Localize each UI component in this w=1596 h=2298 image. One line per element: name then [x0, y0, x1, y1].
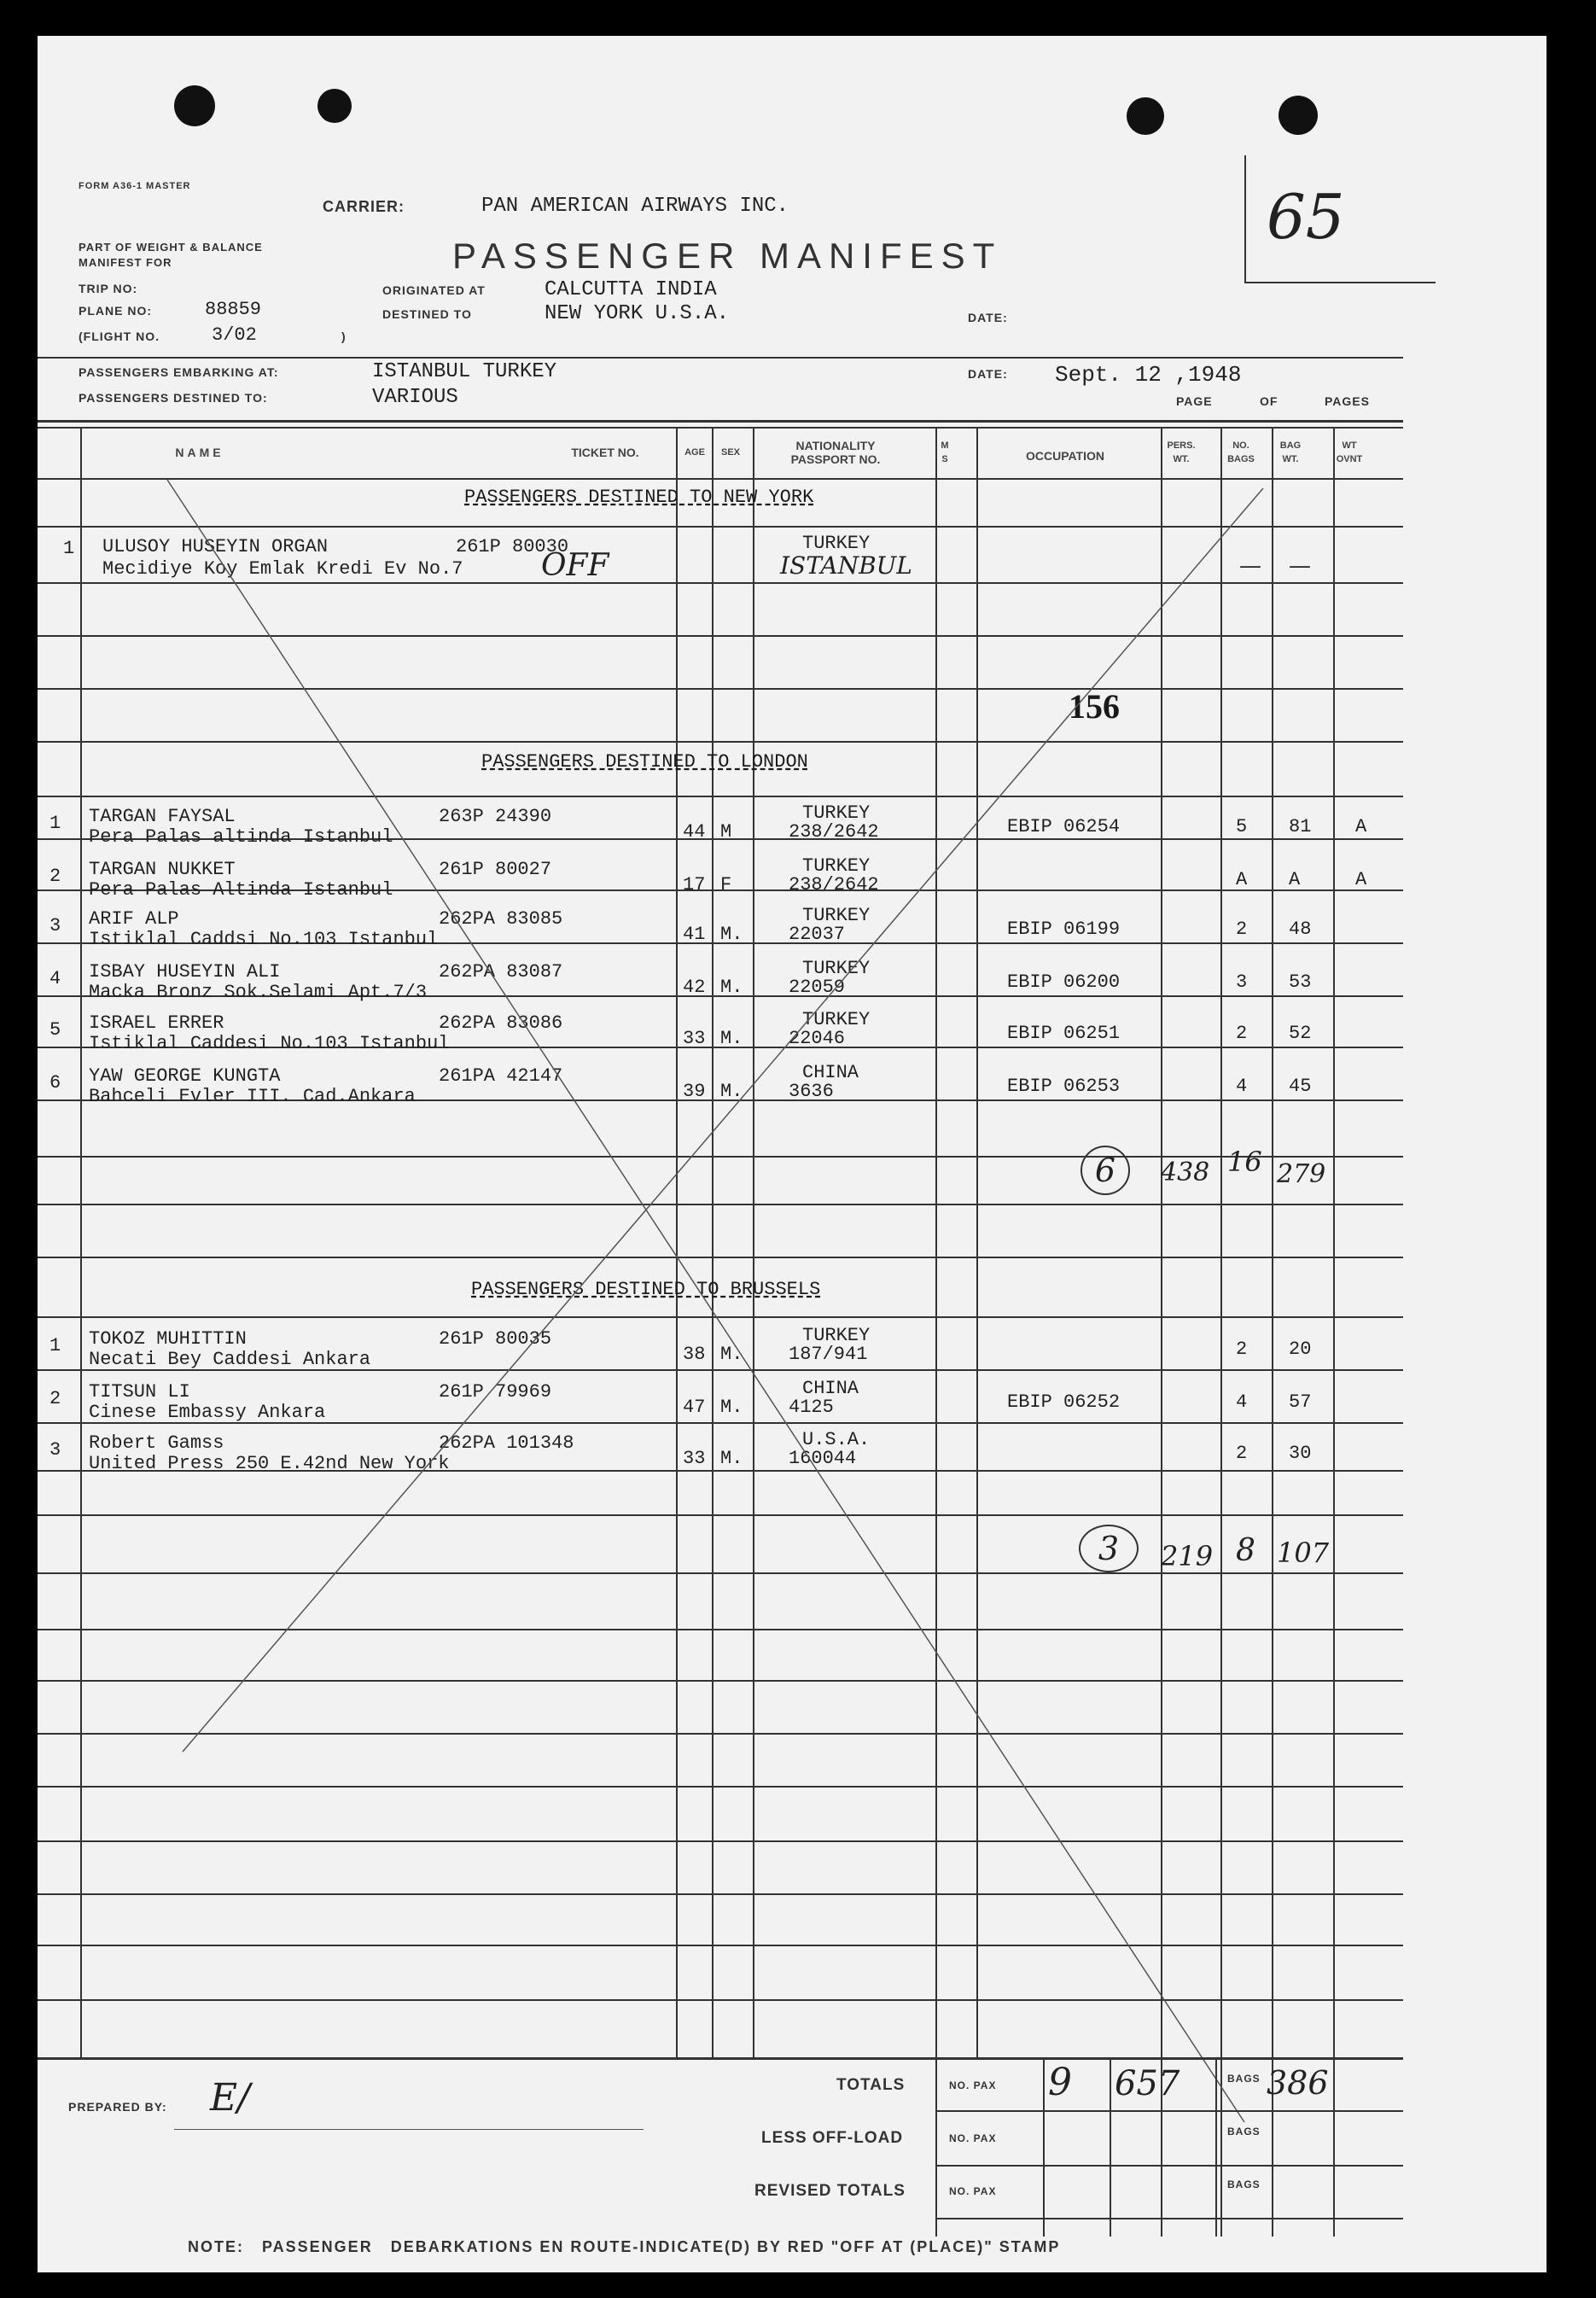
- row-no: 1: [50, 1335, 61, 1356]
- row-passport: 22059: [789, 977, 846, 998]
- crossout-line: [167, 480, 1244, 2122]
- trip-label: TRIP NO:: [79, 282, 138, 295]
- row-name: TOKOZ MUHITTIN: [89, 1328, 247, 1350]
- row-bags: A: [1236, 869, 1248, 890]
- row-nationality: CHINA: [802, 1062, 859, 1083]
- section-new-york: PASSENGERS DESTINED TO NEW YORK: [464, 487, 814, 508]
- row-bag-wt: 81: [1289, 816, 1312, 837]
- originated-label: ORIGINATED AT: [382, 283, 486, 297]
- row-occupation: EBIP 06200: [1007, 971, 1121, 993]
- row-ticket: 261PA 42147: [439, 1065, 563, 1087]
- embarking-label: PASSENGERS EMBARKING AT:: [79, 365, 279, 379]
- row-nationality: TURKEY: [802, 1009, 871, 1030]
- row-bags: 4: [1236, 1391, 1248, 1413]
- row-bag-wt: 48: [1289, 919, 1312, 940]
- offload-label: LESS OFF-LOAD: [761, 2129, 904, 2147]
- row-name: TITSUN LI: [89, 1381, 190, 1403]
- row-address: Cinese Embassy Ankara: [89, 1402, 326, 1423]
- row-ticket: 262PA 83085: [439, 908, 563, 930]
- row-bag-wt: A: [1289, 869, 1301, 890]
- row-ticket: 262PA 83087: [439, 961, 563, 983]
- revised-totals-label: REVISED TOTALS: [754, 2182, 906, 2200]
- row-occupation: EBIP 06252: [1007, 1391, 1121, 1413]
- footer-col-line: [1215, 2057, 1217, 2237]
- row-bags: 2: [1236, 1443, 1248, 1464]
- row-passport: 238/2642: [789, 821, 879, 843]
- prepared-label: PREPARED BY:: [68, 2100, 167, 2114]
- ny-row-ticket: 261P 80030: [456, 536, 569, 557]
- embarking-value: ISTANBUL TURKEY: [372, 360, 557, 383]
- row-nationality: TURKEY: [802, 1325, 871, 1346]
- row-no: 6: [50, 1072, 61, 1094]
- brussels-bags-total: 8: [1236, 1533, 1255, 1568]
- part-of-label: PART OF WEIGHT & BALANCE: [79, 241, 263, 254]
- row-sex: M.: [720, 1344, 743, 1365]
- row-address: Pera Palas altinda Istanbul: [89, 826, 393, 848]
- row-no: 2: [50, 866, 61, 887]
- footer-rule: [935, 2110, 1403, 2112]
- row-sex: M.: [720, 1081, 743, 1102]
- row-address: Pera Palas Altinda Istanbul: [89, 879, 393, 901]
- row-wt-ovnt: A: [1355, 816, 1367, 837]
- row-bags: 4: [1236, 1076, 1248, 1097]
- row-nationality: U.S.A.: [802, 1429, 871, 1450]
- col-ticket: TICKET NO.: [571, 446, 639, 459]
- carrier-value: PAN AMERICAN AIRWAYS INC.: [481, 195, 789, 218]
- no-pax-label: NO. PAX: [949, 2185, 997, 2197]
- total-bag-wt: 386: [1267, 2064, 1329, 2102]
- col-no-bags: NO. BAGS: [1227, 440, 1255, 464]
- manifest-page: [38, 36, 1546, 2272]
- col-nationality: NATIONALITY PASSPORT NO.: [790, 439, 881, 466]
- col-age: AGE: [684, 447, 705, 458]
- total-pax: 9: [1048, 2061, 1072, 2104]
- no-pax-label: NO. PAX: [949, 2132, 997, 2144]
- ny-row-address: Mecidiye Koy Emlak Kredi Ev No.7: [102, 558, 463, 580]
- row-occupation: EBIP 06251: [1007, 1023, 1121, 1044]
- row-passport: 22037: [789, 924, 846, 945]
- row-ticket: 261P 79969: [439, 1381, 552, 1403]
- row-bags: 2: [1236, 1339, 1248, 1360]
- date-label: DATE:: [968, 311, 1008, 324]
- col-occupation: OCCUPATION: [1025, 449, 1105, 463]
- row-bags: 2: [1236, 919, 1248, 940]
- row-address: Istiklal Caddesi No.103 Istanbul: [89, 1033, 450, 1054]
- ny-row-name: ULUSOY HUSEYIN ORGAN: [102, 536, 329, 557]
- london-bagwt-total: 279: [1277, 1159, 1326, 1189]
- row-address: Istiklal Caddsi No.103 Istanbul: [89, 929, 439, 950]
- row-bag-wt: 45: [1289, 1076, 1312, 1097]
- row-age: 39: [683, 1081, 706, 1102]
- bags-label: BAGS: [1227, 2073, 1261, 2085]
- carrier-label: CARRIER:: [323, 198, 405, 215]
- col-name: NAME: [175, 446, 224, 459]
- row-ticket: 261P 80027: [439, 859, 552, 880]
- row-nationality: CHINA: [802, 1378, 859, 1399]
- row-bag-wt: 30: [1289, 1443, 1312, 1464]
- section-brussels: PASSENGERS DESTINED TO BRUSSELS: [471, 1279, 821, 1300]
- row-address: Necati Bey Caddesi Ankara: [89, 1349, 371, 1370]
- row-occupation: EBIP 06253: [1007, 1076, 1121, 1097]
- destined-to-value: VARIOUS: [372, 386, 458, 409]
- row-address: Macka Bronz Sok.Selami Apt.7/3: [89, 982, 428, 1003]
- flight-label: (FLIGHT NO.: [79, 330, 160, 343]
- footer-note: NOTE: PASSENGER DEBARKATIONS EN ROUTE-INDICATE(D) BY RED "OFF AT (PLACE)" STAMP: [188, 2238, 1061, 2255]
- ny-off-place: ISTANBUL: [780, 551, 912, 580]
- row-no: 2: [50, 1388, 61, 1409]
- row-bag-wt: 20: [1289, 1339, 1312, 1360]
- row-bag-wt: 53: [1289, 971, 1312, 993]
- ny-row-bags: —: [1239, 553, 1261, 579]
- destined-label: DESTINED TO: [382, 307, 472, 321]
- row-nationality: TURKEY: [802, 958, 871, 979]
- manifest-title: PASSENGER MANIFEST: [452, 236, 1003, 276]
- row-sex: M.: [720, 1397, 743, 1418]
- signature-line: [174, 2129, 644, 2130]
- flight-number: 3/02: [212, 324, 257, 346]
- row-age: 41: [683, 924, 706, 945]
- manifest-for-label: MANIFEST FOR: [79, 256, 172, 269]
- row-sex: M.: [720, 1448, 743, 1469]
- row-address: United Press 250 E.42nd New York: [89, 1453, 450, 1474]
- footer-col-line: [1110, 2057, 1111, 2237]
- row-ticket: 262PA 101348: [439, 1432, 574, 1454]
- crossout-line: [183, 488, 1263, 1752]
- row-bag-wt: 57: [1289, 1391, 1312, 1413]
- ny-row-nationality: TURKEY: [802, 533, 871, 554]
- row-sex: M.: [720, 977, 743, 998]
- crossout-lines: [38, 36, 1546, 2272]
- brussels-pers-total: 219: [1161, 1540, 1214, 1572]
- row-passport: 3636: [789, 1081, 834, 1102]
- destined-value: NEW YORK U.S.A.: [545, 302, 730, 325]
- row-nationality: TURKEY: [802, 855, 871, 877]
- row-ticket: 262PA 83086: [439, 1012, 563, 1034]
- row-occupation: EBIP 06254: [1007, 816, 1121, 837]
- pages-label: PAGES: [1325, 394, 1370, 408]
- row-address: Bahceli Evler III. Cad.Ankara: [89, 1086, 416, 1107]
- row-age: 38: [683, 1344, 706, 1365]
- row-age: 17: [683, 874, 706, 895]
- brussels-bagwt-total: 107: [1277, 1537, 1330, 1569]
- row-sex: F: [720, 874, 732, 895]
- row-name: ARIF ALP: [89, 908, 179, 930]
- row-no: 3: [50, 1439, 61, 1461]
- row-name: TARGAN FAYSAL: [89, 806, 236, 827]
- date-value: Sept. 12 ,1948: [1055, 362, 1242, 388]
- row-passport: 22046: [789, 1028, 846, 1049]
- row-passport: 4125: [789, 1397, 834, 1418]
- footer-rule: [935, 2165, 1403, 2167]
- row-no: 1: [50, 813, 61, 834]
- page-label: PAGE: [1176, 394, 1213, 408]
- total-pers-wt: 657: [1115, 2064, 1180, 2103]
- row-no: 4: [50, 968, 61, 989]
- ny-mark-156: 156: [1069, 687, 1120, 726]
- section-london: PASSENGERS DESTINED TO LONDON: [481, 751, 808, 773]
- bags-label: BAGS: [1227, 2178, 1261, 2190]
- col-sex: SEX: [720, 447, 740, 458]
- row-sex: M.: [720, 924, 743, 945]
- ny-row-no: 1: [63, 538, 75, 559]
- row-bags: 5: [1236, 816, 1248, 837]
- footer-rule: [935, 2218, 1403, 2219]
- row-passport: 187/941: [789, 1344, 868, 1365]
- row-bags: 2: [1236, 1023, 1248, 1044]
- page-number-handwritten: 65: [1267, 181, 1345, 253]
- row-age: 44: [683, 821, 706, 843]
- originated-value: CALCUTTA INDIA: [545, 278, 717, 301]
- row-name: ISRAEL ERRER: [89, 1012, 224, 1034]
- flight-close-paren: ): [341, 330, 347, 343]
- london-bags-total: 16: [1227, 1146, 1262, 1178]
- row-sex: M: [720, 821, 732, 843]
- totals-label: TOTALS: [836, 2076, 906, 2094]
- col-bag-wt: BAG WT.: [1279, 440, 1302, 464]
- destined-to-label: PASSENGERS DESTINED TO:: [79, 391, 268, 405]
- row-nationality: TURKEY: [802, 802, 871, 824]
- row-age: 42: [683, 977, 706, 998]
- row-name: YAW GEORGE KUNGTA: [89, 1065, 281, 1087]
- row-name: ISBAY HUSEYIN ALI: [89, 961, 281, 983]
- row-name: Robert Gamss: [89, 1432, 224, 1454]
- london-pax-total: 6: [1081, 1146, 1130, 1195]
- row-name: TARGAN NUKKET: [89, 859, 236, 880]
- row-bag-wt: 52: [1289, 1023, 1312, 1044]
- ny-row-bagwt: —: [1289, 553, 1311, 579]
- plane-number: 88859: [205, 299, 262, 320]
- row-age: 33: [683, 1448, 706, 1469]
- row-ticket: 261P 80035: [439, 1328, 552, 1350]
- row-nationality: TURKEY: [802, 905, 871, 926]
- footer-rule: [38, 2057, 1403, 2060]
- row-age: 33: [683, 1028, 706, 1049]
- row-ticket: 263P 24390: [439, 806, 552, 827]
- row-no: 5: [50, 1019, 61, 1041]
- date2-label: DATE:: [968, 367, 1008, 381]
- row-wt-ovnt: A: [1355, 869, 1367, 890]
- row-passport: 238/2642: [789, 874, 879, 895]
- form-number: FORM A36-1 MASTER: [79, 181, 191, 191]
- bags-label: BAGS: [1227, 2126, 1261, 2138]
- col-wt-ovnt: WT OVNT: [1336, 440, 1363, 464]
- footer-col-line: [935, 2057, 937, 2237]
- col-ms: M S: [941, 440, 949, 464]
- col-pers-wt: PERS. WT.: [1167, 440, 1196, 464]
- prepared-signature: E/: [210, 2076, 250, 2120]
- plane-label: PLANE NO:: [79, 304, 152, 318]
- row-age: 47: [683, 1397, 706, 1418]
- london-pers-total: 438: [1161, 1158, 1210, 1187]
- row-sex: M.: [720, 1028, 743, 1049]
- row-no: 3: [50, 915, 61, 936]
- of-label: OF: [1260, 394, 1279, 408]
- brussels-pax-total: 3: [1079, 1525, 1139, 1572]
- row-occupation: EBIP 06199: [1007, 919, 1121, 940]
- footer-col-line: [1043, 2057, 1045, 2237]
- row-passport: 160044: [789, 1448, 857, 1469]
- ny-off-stamp: OFF: [541, 548, 609, 583]
- no-pax-label: NO. PAX: [949, 2079, 997, 2091]
- row-bags: 3: [1236, 971, 1248, 993]
